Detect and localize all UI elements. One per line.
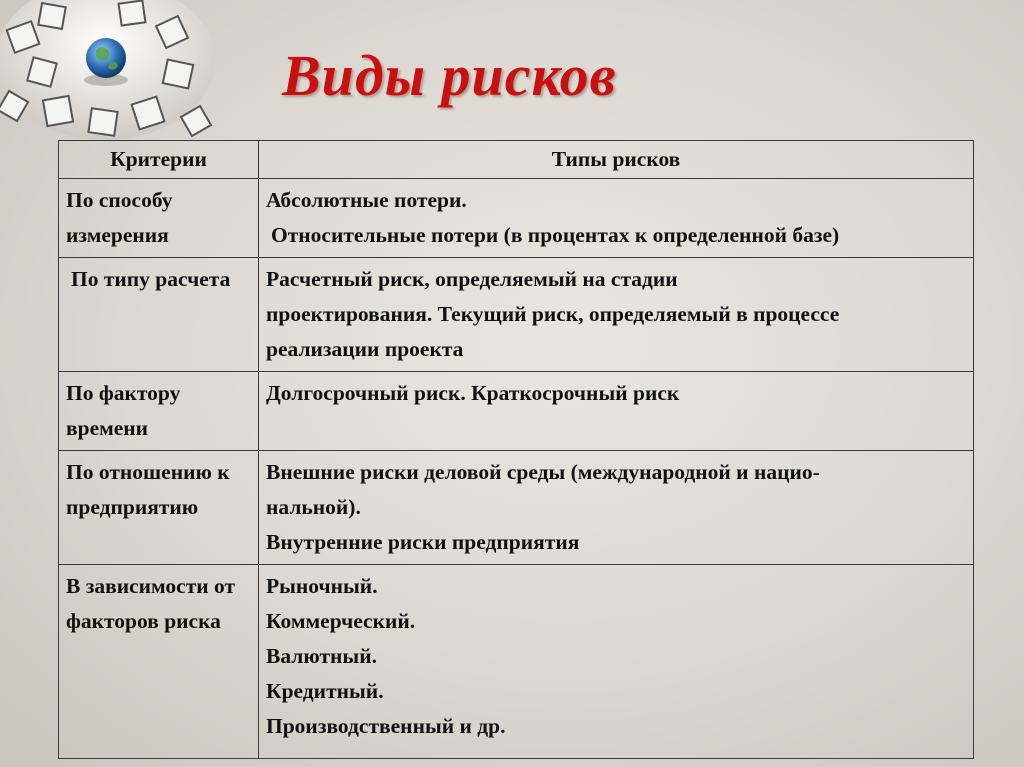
table-row — [59, 451, 974, 565]
header-criteria: Критерии — [59, 141, 259, 179]
table-header-row — [59, 141, 974, 179]
criterion-text: предприятию — [66, 495, 199, 519]
risk-type-text: Относительные потери (в процентах к определенной базе) — [271, 223, 840, 247]
risk-types-cell — [259, 258, 974, 372]
risk-types-table — [58, 140, 974, 759]
risk-type-text: Кредитный. — [266, 679, 384, 703]
criterion-text: По типу расчета — [71, 267, 231, 291]
table-row — [59, 258, 974, 372]
risk-type-text: Расчетный риск, определяемый на стадии — [266, 267, 678, 291]
criterion-text: В зависимости от — [66, 574, 236, 598]
risk-types-cell — [259, 451, 974, 565]
risk-types-cell — [259, 565, 974, 759]
risk-type-text: Валютный. — [266, 644, 377, 668]
risk-type-text: Внутренние риски предприятия — [266, 530, 580, 554]
globe-cubes-icon — [0, 0, 215, 140]
risk-type-text: Долгосрочный риск. Краткосрочный риск — [266, 381, 680, 405]
risk-type-text: Производственный и др. — [266, 714, 506, 738]
risk-types-cell — [259, 179, 974, 258]
risk-type-text: нальной). — [266, 495, 361, 519]
criterion-text: времени — [66, 416, 149, 440]
criterion-cell — [59, 258, 259, 372]
criterion-cell — [59, 451, 259, 565]
risk-type-text: Рыночный. — [266, 574, 378, 598]
criterion-cell — [59, 565, 259, 759]
table-row — [59, 565, 974, 759]
risk-type-text: Внешние риски деловой среды (международной и нацио- — [266, 460, 820, 484]
criterion-text: По фактору — [66, 381, 181, 405]
table-row — [59, 372, 974, 451]
criterion-text: факторов риска — [66, 609, 221, 633]
criterion-text: По способу — [66, 188, 173, 212]
header-risk-types: Типы рисков — [259, 141, 974, 179]
risk-type-text: реализации проекта — [266, 337, 464, 361]
risk-type-text: проектирования. Текущий риск, определяемый в процессе — [266, 302, 840, 326]
criterion-text: измерения — [66, 223, 169, 247]
risk-types-cell — [259, 372, 974, 451]
slide-title: Виды рисков — [282, 43, 617, 108]
criterion-cell — [59, 179, 259, 258]
risk-type-text: Коммерческий. — [266, 609, 416, 633]
criterion-text: По отношению к — [66, 460, 230, 484]
table-row — [59, 179, 974, 258]
criterion-cell — [59, 372, 259, 451]
risk-type-text: Абсолютные потери. — [266, 188, 467, 212]
